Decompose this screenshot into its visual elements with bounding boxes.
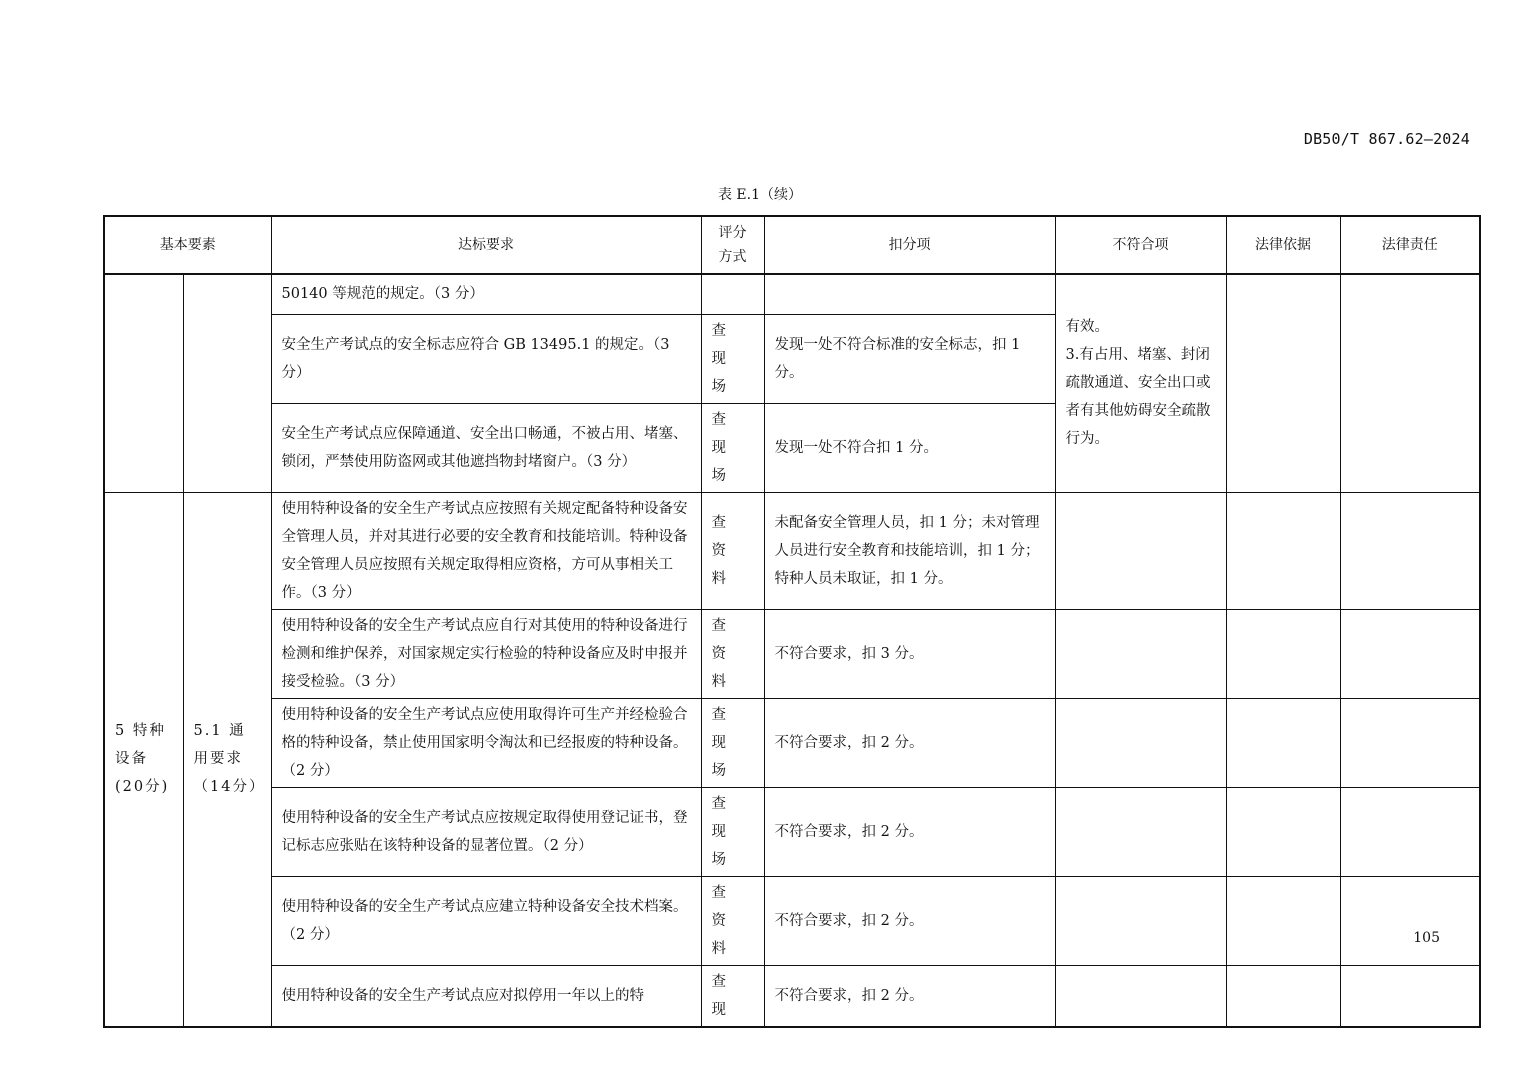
method-cell: 查资料 (701, 876, 764, 965)
header-basic-element: 基本要素 (104, 216, 271, 274)
legal-basis-cell (1226, 965, 1340, 1027)
deduction-cell: 不符合要求，扣 3 分。 (764, 609, 1055, 698)
requirement-cell: 使用特种设备的安全生产考试点应对拟停用一年以上的特 (271, 965, 701, 1027)
deduction-cell: 发现一处不符合扣 1 分。 (764, 403, 1055, 492)
method-cell: 查现场 (701, 787, 764, 876)
deduction-cell: 不符合要求，扣 2 分。 (764, 787, 1055, 876)
table-row (104, 609, 1480, 698)
method-cell: 查现场 (701, 698, 764, 787)
legal-liability-cell (1340, 876, 1480, 965)
requirement-cell: 安全生产考试点应保障通道、安全出口畅通，不被占用、堵塞、锁闭，严禁使用防盗网或其他遮挡物封堵窗户。（3 分） (271, 403, 701, 492)
noncompliance-cell: 有效。 3.有占用、堵塞、封闭疏散通道、安全出口或者有其他妨碍安全疏散行为。 (1055, 274, 1226, 492)
deduction-cell: 不符合要求，扣 2 分。 (764, 698, 1055, 787)
noncompliance-cell (1055, 876, 1226, 965)
requirement-cell: 50140 等规范的规定。（3 分） (271, 274, 701, 314)
deduction-cell: 发现一处不符合标准的安全标志，扣 1 分。 (764, 314, 1055, 403)
table-row (104, 698, 1480, 787)
deduction-cell (764, 274, 1055, 314)
element-cell-special-equipment: 5 特种设备(20分) (104, 492, 183, 1027)
table-row (104, 787, 1480, 876)
noncompliance-cell (1055, 609, 1226, 698)
method-cell: 查现场 (701, 403, 764, 492)
method-cell (701, 274, 764, 314)
requirement-cell: 使用特种设备的安全生产考试点应使用取得许可生产并经检验合格的特种设备，禁止使用国家明令淘汰和已经报废的特种设备。（2 分） (271, 698, 701, 787)
noncompliance-cell (1055, 698, 1226, 787)
legal-basis-cell (1226, 492, 1340, 609)
legal-liability-cell (1340, 787, 1480, 876)
requirement-cell: 安全生产考试点的安全标志应符合 GB 13495.1 的规定。（3 分） (271, 314, 701, 403)
legal-basis-cell (1226, 698, 1340, 787)
noncompliance-cell (1055, 787, 1226, 876)
method-cell: 查资料 (701, 609, 764, 698)
deduction-cell: 不符合要求，扣 2 分。 (764, 876, 1055, 965)
requirement-cell: 使用特种设备的安全生产考试点应按规定取得使用登记证书，登记标志应张贴在该特种设备的显著位置。（2 分） (271, 787, 701, 876)
table-header-row (104, 216, 1480, 274)
standards-table (103, 215, 1481, 1028)
subelement-cell-empty (183, 274, 271, 492)
legal-basis-cell (1226, 609, 1340, 698)
header-legal-liability: 法律责任 (1340, 216, 1480, 274)
header-requirement: 达标要求 (271, 216, 701, 274)
legal-liability-cell (1340, 609, 1480, 698)
table-title: 表 E.1（续） (717, 187, 803, 203)
element-cell-empty (104, 274, 183, 492)
requirement-cell: 使用特种设备的安全生产考试点应自行对其使用的特种设备进行检测和维护保养，对国家规定实行检验的特种设备应及时申报并接受检验。（3 分） (271, 609, 701, 698)
header-noncompliance: 不符合项 (1055, 216, 1226, 274)
table-row (104, 965, 1480, 1027)
document-code: DB50/T 867.62—2024 (1303, 130, 1470, 148)
header-legal-basis: 法律依据 (1226, 216, 1340, 274)
page-number: 105 (1413, 930, 1440, 946)
requirement-cell: 使用特种设备的安全生产考试点应建立特种设备安全技术档案。（2 分） (271, 876, 701, 965)
method-cell: 查资料 (701, 492, 764, 609)
legal-basis-cell (1226, 787, 1340, 876)
table-row (104, 876, 1480, 965)
table-row (104, 492, 1480, 609)
legal-liability-cell (1340, 492, 1480, 609)
method-cell: 查现场 (701, 314, 764, 403)
deduction-cell: 未配备安全管理人员，扣 1 分；未对管理人员进行安全教育和技能培训，扣 1 分；特种人员未取证，扣 1 分。 (764, 492, 1055, 609)
method-cell: 查现 (701, 965, 764, 1027)
legal-liability-cell (1340, 698, 1480, 787)
header-deduction: 扣分项 (764, 216, 1055, 274)
header-scoring-method: 评分 方式 (701, 216, 764, 274)
subelement-cell-general-requirements: 5.1 通用要求（14分） (183, 492, 271, 1027)
table-row (104, 274, 1480, 314)
legal-basis-cell (1226, 876, 1340, 965)
noncompliance-cell (1055, 965, 1226, 1027)
legal-liability-cell (1340, 965, 1480, 1027)
legal-basis-cell (1226, 274, 1340, 492)
legal-liability-cell (1340, 274, 1480, 492)
noncompliance-cell (1055, 492, 1226, 609)
requirement-cell: 使用特种设备的安全生产考试点应按照有关规定配备特种设备安全管理人员，并对其进行必要的安全教育和技能培训。特种设备安全管理人员应按照有关规定取得相应资格，方可从事相关工作。（3 分） (271, 492, 701, 609)
deduction-cell: 不符合要求，扣 2 分。 (764, 965, 1055, 1027)
